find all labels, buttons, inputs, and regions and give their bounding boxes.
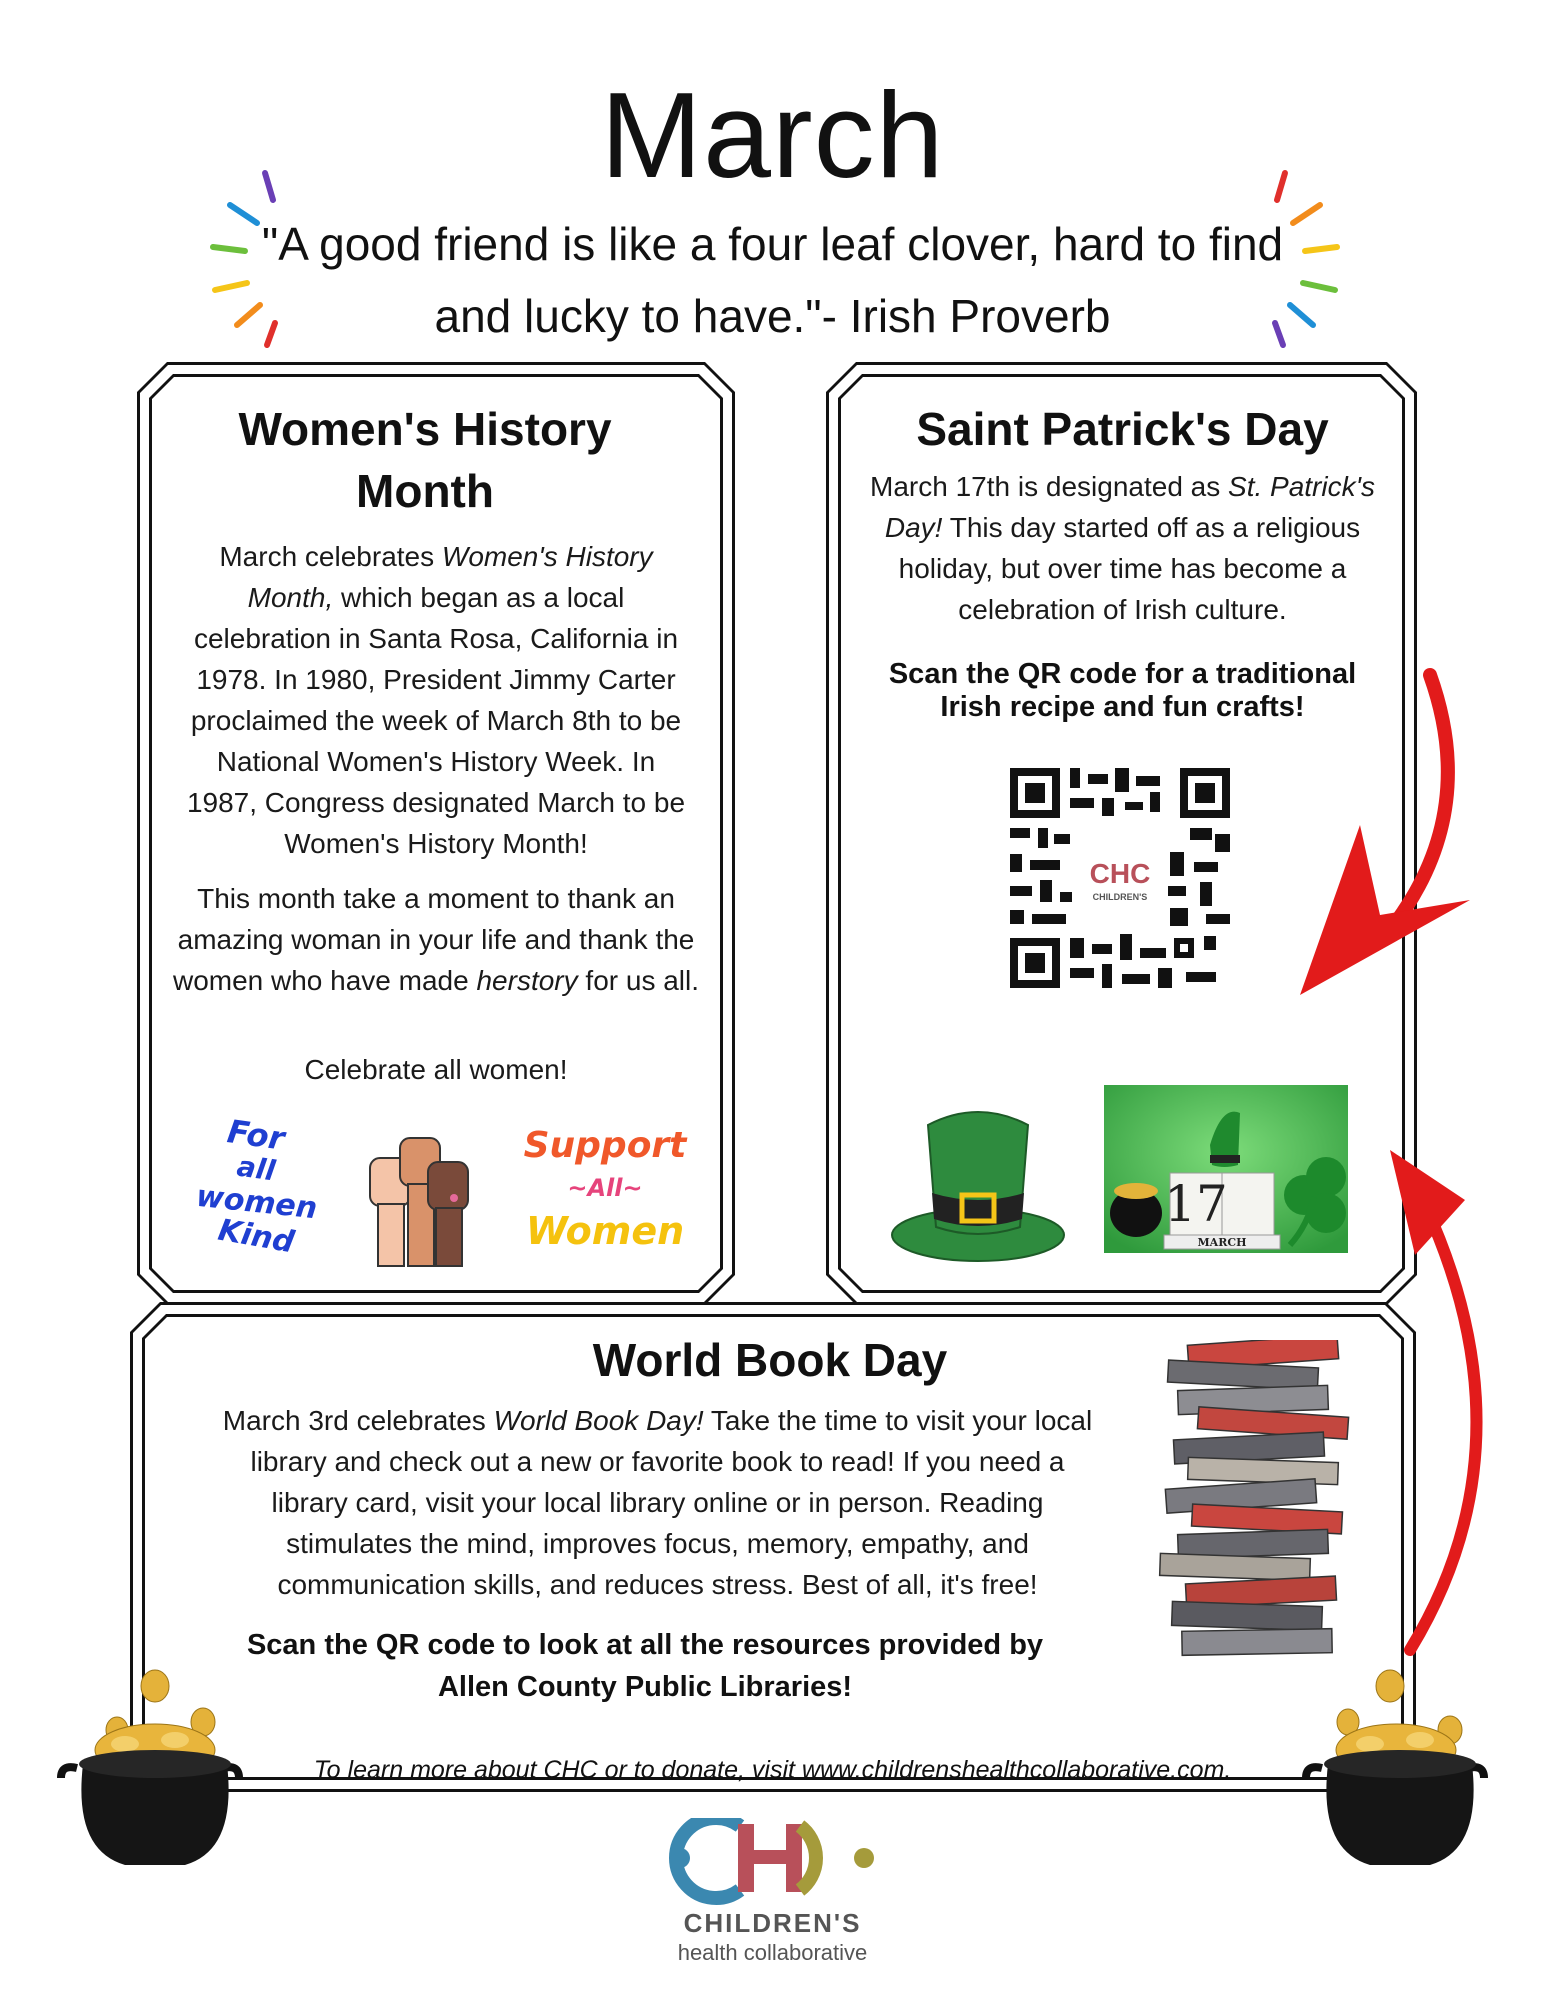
womens-history-paragraph-3: Celebrate all women! [304,1054,568,1085]
support-all-women-sticker: Support ~All~ Women [523,1125,687,1253]
st-patricks-qr-prompt: Scan the QR code for a traditional Irish recipe and fun crafts! [888,658,1357,723]
for-all-women-kind-sticker: For all women Kind [194,1112,319,1261]
svg-text:CHC: CHC [1089,858,1151,889]
world-book-day-paragraph: March 3rd celebrates World Book Day! Take the time to visit your local library and check out a new or favorite book to read! If you need a library card, visit your local library online or in person. Reading stimulates the mind, improves focus, memory, empathy, and communication skills, and reduces stress. Best of all, it's free! [222,1405,1093,1600]
womens-history-paragraph-2: This month take a moment to thank an amazing woman in your life and thank the women who have made herstory for us all. [172,883,700,996]
womens-history-paragraph-1: March celebrates Women's History Month, which began as a local celebration in Santa Rosa, California in 1978. In 1980, President Jimmy Carter proclaimed the week of March 8th to be National Women's History Week. In 1987, Congress designated March to be Women's History Month! [186,541,686,859]
svg-text:MARCH: MARCH [1197,1236,1247,1249]
st-patricks-title: Saint Patrick's Day [916,403,1329,455]
chc-logo-name: CHILDREN'S [683,1908,862,1938]
svg-text:CHILDREN'S: CHILDREN'S [1092,892,1148,902]
world-book-day-title: World Book Day [592,1334,948,1386]
leprechaun-hat-icon [888,1095,1068,1265]
right-burst-icon [1250,165,1345,350]
left-burst-icon [205,165,300,350]
red-arrow-up-icon [1375,1145,1525,1660]
chc-logo-tagline: health collaborative [677,1940,868,1965]
st-patricks-paragraph: March 17th is designated as St. Patrick's Day! This day started off as a religious holiday, but over time has become a celebration of Irish culture. [870,471,1375,625]
svg-text:17: 17 [1164,1175,1228,1233]
womens-history-title: Women's History Month [238,403,612,517]
book-stack-icon [1148,1340,1364,1660]
chc-logo [668,1818,878,1918]
page-quote: "A good friend is like a four leaf clover, hard to find and lucky to have."- Irish Proverb [261,218,1284,342]
st-patricks-photo [1104,1085,1348,1253]
page-title: March [600,67,945,203]
footer-donate-link[interactable]: To learn more about CHC or to donate, visit www.childrenshealthcollaborative.com. [313,1756,1232,1784]
raised-fists-icon [362,1118,480,1268]
red-arrow-down-icon [1280,665,1480,1005]
st-patricks-qr-code[interactable] [1010,768,1230,988]
world-book-day-qr-prompt: Scan the QR code to look at all the resources provided by Allen County Public Libraries! [246,1629,1044,1703]
